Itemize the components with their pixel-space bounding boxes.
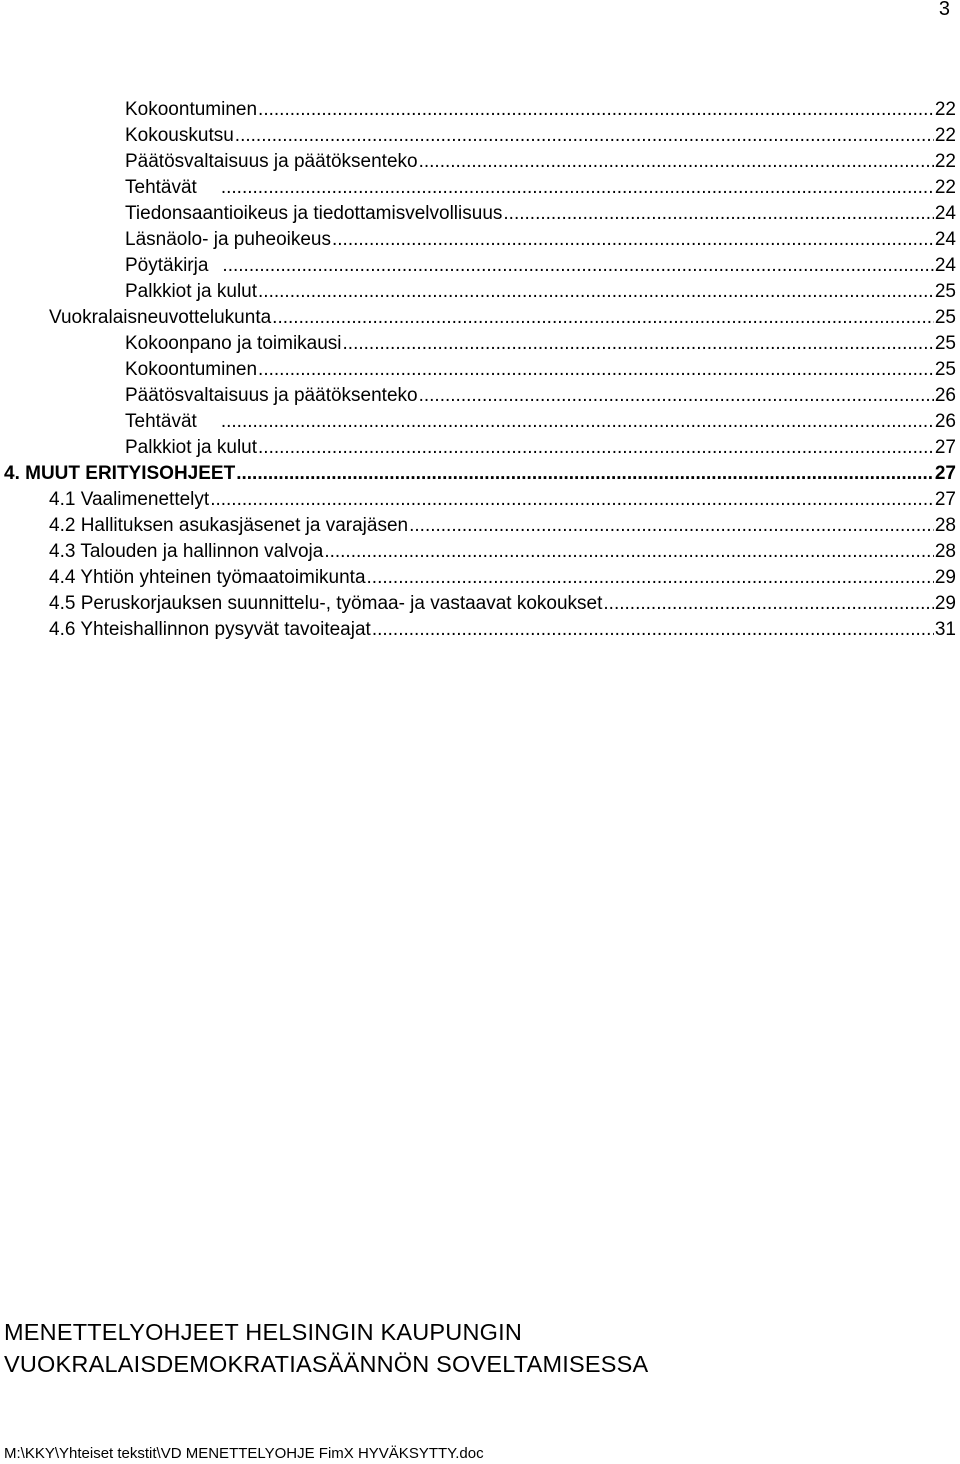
toc-entry-title: Palkkiot ja kulut [125, 437, 258, 458]
toc-leader-dots [503, 201, 933, 227]
toc-entry-title: 4.6 Yhteishallinnon pysyvät tavoiteajat [49, 619, 371, 640]
toc-entry[interactable] [125, 279, 956, 305]
toc-entry[interactable] [125, 383, 956, 409]
toc-entry-title: Kokouskutsu [125, 125, 234, 146]
toc-entry[interactable] [125, 97, 956, 123]
toc-leader-dots [236, 461, 934, 487]
toc-leader-dots [258, 435, 934, 461]
toc-entry-page: 24 [934, 255, 956, 276]
toc-entry-page: 27 [934, 463, 956, 484]
toc-entry-title: 4.5 Peruskorjauksen suunnittelu-, työmaa- ja vastaavat kokoukset [49, 593, 603, 614]
toc-leader-dots [222, 253, 933, 279]
document-title [4, 1316, 648, 1380]
toc-entry-page: 28 [934, 515, 956, 536]
toc-entry-page: 26 [934, 385, 956, 406]
toc-entry-page: 29 [934, 567, 956, 588]
toc-entry-page: 25 [934, 281, 956, 302]
toc-entry-page: 22 [934, 151, 956, 172]
document-title-line: VUOKRALAISDEMOKRATIASÄÄNNÖN SOVELTAMISESSA [4, 1351, 649, 1377]
toc-entry[interactable] [125, 227, 956, 253]
toc-entry-title: 4. MUUT ERITYISOHJEET [4, 463, 236, 484]
toc-entry-page: 22 [934, 99, 956, 120]
toc-leader-dots [258, 279, 934, 305]
toc-leader-dots [419, 149, 934, 175]
toc-leader-dots [367, 565, 934, 591]
toc-leader-dots [419, 383, 934, 409]
page-number: 3 [938, 0, 950, 20]
toc-leader-dots [258, 97, 934, 123]
toc-entry-title: 4.4 Yhtiön yhteinen työmaatoimikunta [49, 567, 366, 588]
toc-entry-title: 4.1 Vaalimenettelyt [49, 489, 210, 510]
toc-entry-title: 4.3 Talouden ja hallinnon valvoja [49, 541, 324, 562]
toc-leader-dots [210, 487, 934, 513]
toc-entry-title: Päätösvaltaisuus ja päätöksenteko [125, 385, 418, 406]
toc-entry-page: 24 [934, 203, 956, 224]
toc-entry-page: 22 [934, 177, 956, 198]
toc-leader-dots [272, 305, 934, 331]
toc-entry-page: 22 [934, 125, 956, 146]
toc-entry[interactable] [49, 513, 956, 539]
toc-entry-page: 25 [934, 333, 956, 354]
toc-leader-dots [324, 539, 934, 565]
toc-entry[interactable] [125, 409, 956, 435]
toc-entry[interactable] [125, 357, 956, 383]
toc-leader-dots [258, 357, 934, 383]
toc-entry-title: Pöytäkirja [125, 255, 209, 276]
toc-entry-title: Päätösvaltaisuus ja päätöksenteko [125, 151, 418, 172]
toc-entry-page: 27 [934, 489, 956, 510]
toc-entry[interactable] [49, 617, 956, 643]
toc-entry[interactable] [49, 305, 956, 331]
toc-entry[interactable] [125, 435, 956, 461]
toc-entry-title: Kokoontuminen [125, 99, 258, 120]
toc-entry-title: Läsnäolo- ja puheoikeus [125, 229, 331, 250]
toc-entry-page: 27 [934, 437, 956, 458]
toc-entry[interactable] [49, 591, 956, 617]
toc-entry-page: 29 [934, 593, 956, 614]
toc-entry[interactable] [49, 487, 956, 513]
toc-entry-page: 24 [934, 229, 956, 250]
toc-leader-dots [235, 123, 934, 149]
toc-leader-dots [221, 175, 934, 201]
document-title-line: MENETTELYOHJEET HELSINGIN KAUPUNGIN [4, 1319, 522, 1345]
toc-entry[interactable] [125, 123, 956, 149]
toc-leader-dots [221, 409, 934, 435]
toc-entry[interactable] [49, 539, 956, 565]
toc-entry-title: Vuokralaisneuvottelukunta [49, 307, 272, 328]
toc-entry-title: Tehtävät [125, 177, 197, 198]
toc-leader-dots [343, 331, 934, 357]
toc-leader-dots [409, 513, 934, 539]
toc-entry-title: Tehtävät [125, 411, 197, 432]
toc-entry[interactable] [49, 565, 956, 591]
toc-entry-title: Palkkiot ja kulut [125, 281, 258, 302]
toc-section-heading[interactable] [4, 461, 956, 487]
toc-entry[interactable] [125, 149, 956, 175]
toc-entry-page: 25 [934, 307, 956, 328]
toc-entry[interactable] [125, 175, 956, 201]
toc-entry-title: Kokoontuminen [125, 359, 258, 380]
toc-entry-page: 28 [934, 541, 956, 562]
toc-entry-title: Kokoonpano ja toimikausi [125, 333, 342, 354]
toc-leader-dots [603, 591, 933, 617]
toc-entry[interactable] [125, 331, 956, 357]
toc-entry[interactable] [125, 253, 956, 279]
toc-entry-page: 26 [934, 411, 956, 432]
toc-entry-title: 4.2 Hallituksen asukasjäsenet ja varajäsen [49, 515, 409, 536]
toc-entry-page: 31 [934, 619, 956, 640]
toc-entry-title: Tiedonsaantioikeus ja tiedottamisvelvollisuus [125, 203, 503, 224]
toc-leader-dots [332, 227, 934, 253]
toc-entry[interactable] [125, 201, 956, 227]
footer-file-path: M:\KKY\Yhteiset tekstit\VD MENETTELYOHJE FimX HYVÄKSYTTY.doc [4, 1445, 484, 1462]
toc-leader-dots [372, 617, 934, 643]
toc-entry-page: 25 [934, 359, 956, 380]
